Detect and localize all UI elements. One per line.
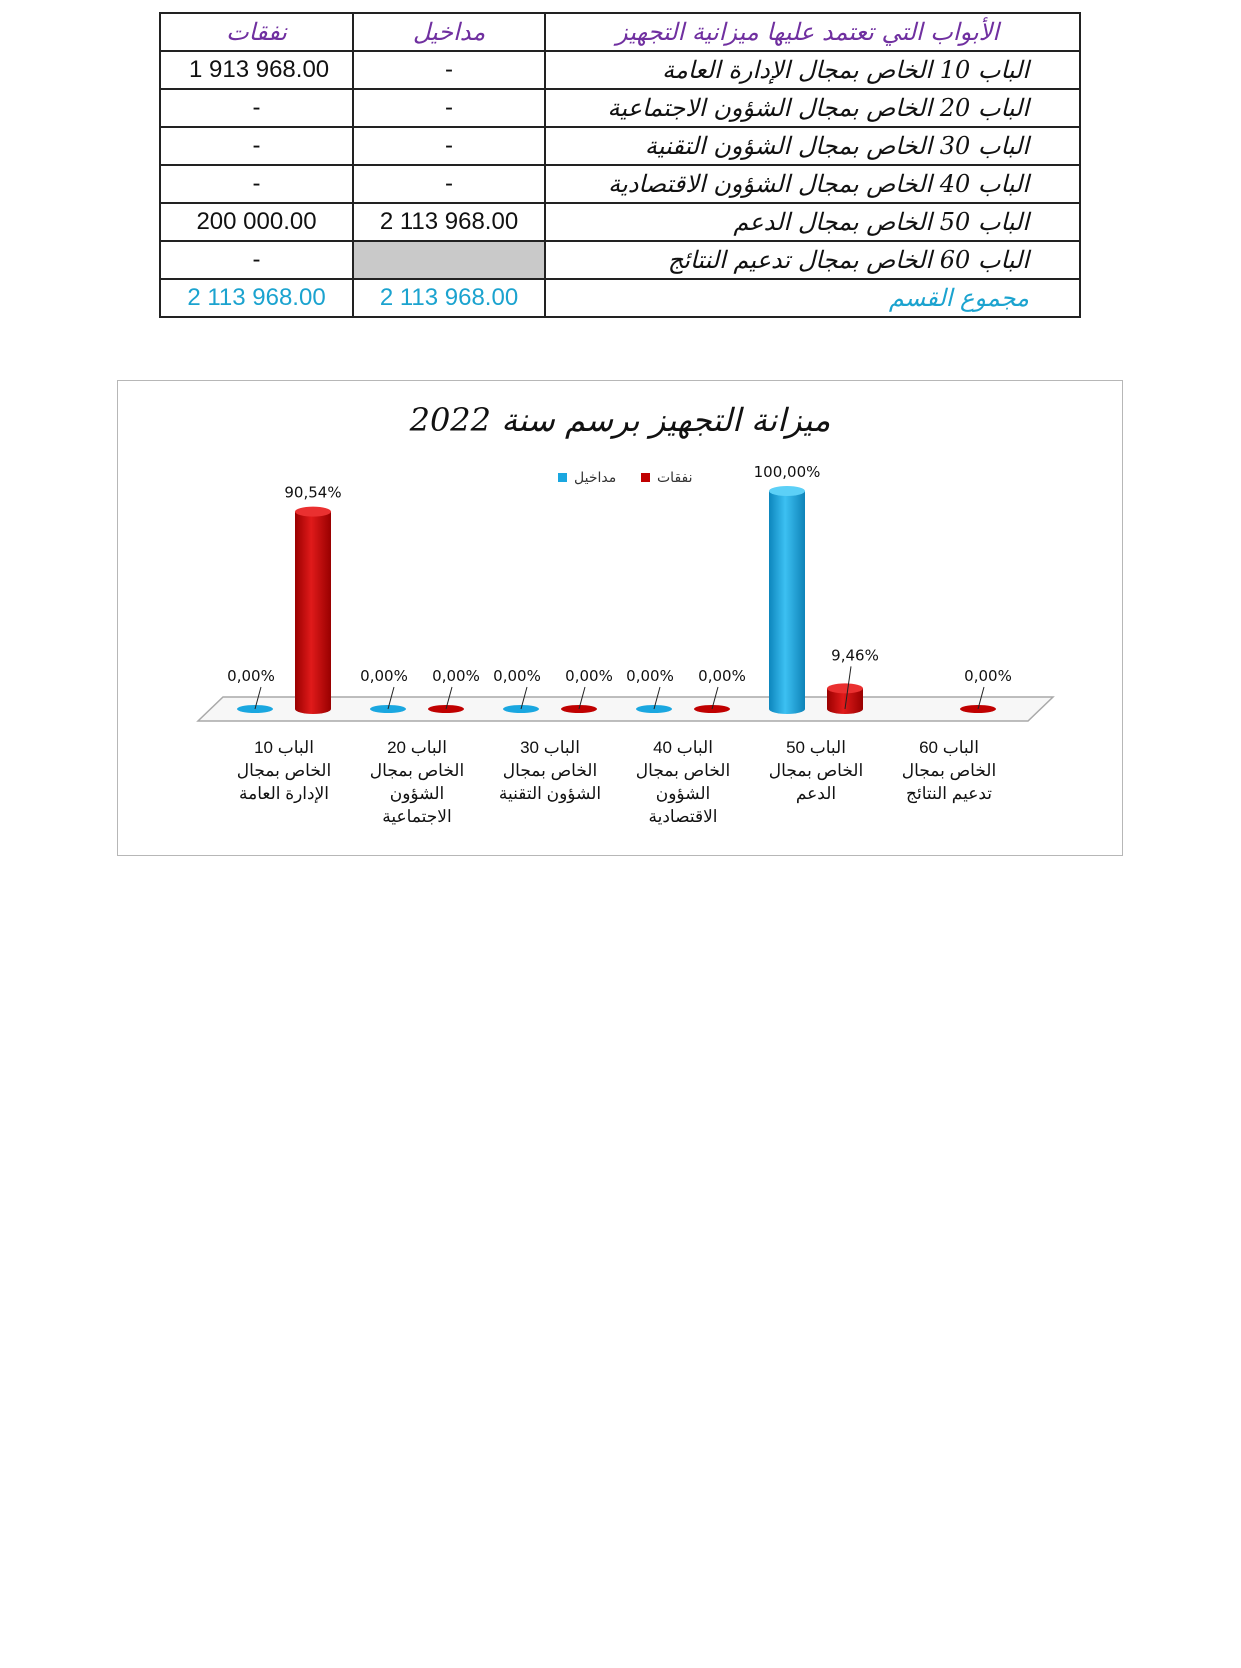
category-label-line: الباب 10: [254, 738, 314, 757]
row-label: الباب 50 الخاص بمجال الدعم: [545, 203, 1080, 241]
legend-label-revenue: مداخيل: [574, 470, 617, 486]
data-label: 9,46%: [831, 646, 879, 665]
data-label: 0,00%: [698, 667, 746, 685]
category-label-line: الباب 30: [520, 738, 580, 757]
bar-top: [827, 683, 863, 693]
revenue-cell-empty: [353, 241, 545, 279]
expense-cell: 200 000.00: [160, 203, 353, 241]
table-row: [160, 89, 1080, 127]
category-label-line: الخاص بمجال: [768, 761, 864, 780]
category-label: [499, 738, 601, 804]
category-label-line: الاجتماعية: [382, 807, 452, 826]
category-label-line: الباب 20: [387, 738, 447, 757]
expense-cell: -: [160, 127, 353, 165]
revenue-cell: -: [353, 127, 545, 165]
category-label-line: تدعيم النتائج: [905, 784, 993, 803]
category-label-line: الخاص بمجال: [236, 761, 332, 780]
category-label-line: الاقتصادية: [648, 807, 718, 826]
bar-body: [769, 491, 805, 714]
revenue-cell: -: [353, 51, 545, 89]
header-expense: نفقات: [160, 13, 353, 51]
header-revenue: مداخيل: [353, 13, 545, 51]
table-row: [160, 203, 1080, 241]
row-label: الباب 10 الخاص بمجال الإدارة العامة: [545, 51, 1080, 89]
category-label-line: الباب 60: [919, 738, 979, 757]
legend-swatch-revenue: [558, 473, 567, 482]
category-label: [237, 738, 331, 804]
table-row: [160, 165, 1080, 203]
category-label-line: الدعم: [795, 784, 837, 803]
bar-expense-5: [827, 683, 863, 714]
row-label: الباب 60 الخاص بمجال تدعيم النتائج: [545, 241, 1080, 279]
data-label: 0,00%: [360, 667, 408, 685]
row-label: الباب 40 الخاص بمجال الشؤون الاقتصادية: [545, 165, 1080, 203]
category-label: [370, 738, 464, 826]
category-label-line: الشؤون: [655, 784, 711, 803]
bar-chart: [118, 381, 1122, 855]
chart-title: ميزانة التجهيز برسم سنة 2022: [409, 401, 831, 439]
bar-revenue-5: [769, 486, 805, 714]
category-label: [902, 738, 996, 804]
category-label: [769, 738, 863, 804]
category-label-line: الخاص بمجال: [369, 761, 465, 780]
bar-expense-1: [295, 507, 331, 714]
bar-body: [295, 512, 331, 714]
data-label: 100,00%: [753, 463, 821, 481]
category-label-line: الباب 50: [786, 738, 846, 757]
row-label: الباب 30 الخاص بمجال الشؤون التقنية: [545, 127, 1080, 165]
bar-top: [769, 486, 805, 496]
chart-category-labels: [237, 738, 996, 826]
category-label-line: الشؤون: [389, 784, 445, 803]
budget-table: [159, 12, 1081, 318]
data-label: 0,00%: [493, 667, 541, 685]
bar-top: [295, 507, 331, 517]
chart-container: [117, 380, 1123, 856]
expense-cell: 1 913 968.00: [160, 51, 353, 89]
table-total-row: [160, 279, 1080, 317]
data-label: 0,00%: [565, 667, 613, 685]
expense-cell: -: [160, 165, 353, 203]
legend-swatch-expense: [641, 473, 650, 482]
category-label-line: الخاص بمجال: [635, 761, 731, 780]
revenue-cell: -: [353, 89, 545, 127]
data-label: 0,00%: [626, 667, 674, 685]
category-label-line: الخاص بمجال: [901, 761, 997, 780]
total-expense-cell: 2 113 968.00: [160, 279, 353, 317]
category-label: [636, 738, 730, 826]
data-label: 0,00%: [432, 667, 480, 685]
data-label: 0,00%: [227, 667, 275, 685]
expense-cell: -: [160, 241, 353, 279]
table-row: [160, 127, 1080, 165]
header-label: الأبواب التي تعتمد عليها ميزانية التجهيز: [545, 13, 1080, 51]
category-label-line: الخاص بمجال: [502, 761, 598, 780]
table-row: [160, 241, 1080, 279]
total-revenue-cell: 2 113 968.00: [353, 279, 545, 317]
category-label-line: الشؤون التقنية: [498, 784, 602, 803]
chart-bars: [237, 483, 996, 714]
row-label: الباب 20 الخاص بمجال الشؤون الاجتماعية: [545, 89, 1080, 127]
category-label-line: الإدارة العامة: [238, 784, 330, 803]
table-row: [160, 51, 1080, 89]
revenue-cell: -: [353, 165, 545, 203]
legend-label-expense: نفقات: [657, 470, 693, 486]
total-label: مجموع القسم: [545, 279, 1080, 317]
data-label: 0,00%: [964, 667, 1012, 685]
category-label-line: الباب 40: [653, 738, 713, 757]
expense-cell: -: [160, 89, 353, 127]
data-label: 90,54%: [284, 483, 342, 502]
chart-legend: [558, 470, 693, 486]
chart-data-labels: [227, 463, 1012, 709]
revenue-cell: 2 113 968.00: [353, 203, 545, 241]
table-header-row: [160, 13, 1080, 51]
